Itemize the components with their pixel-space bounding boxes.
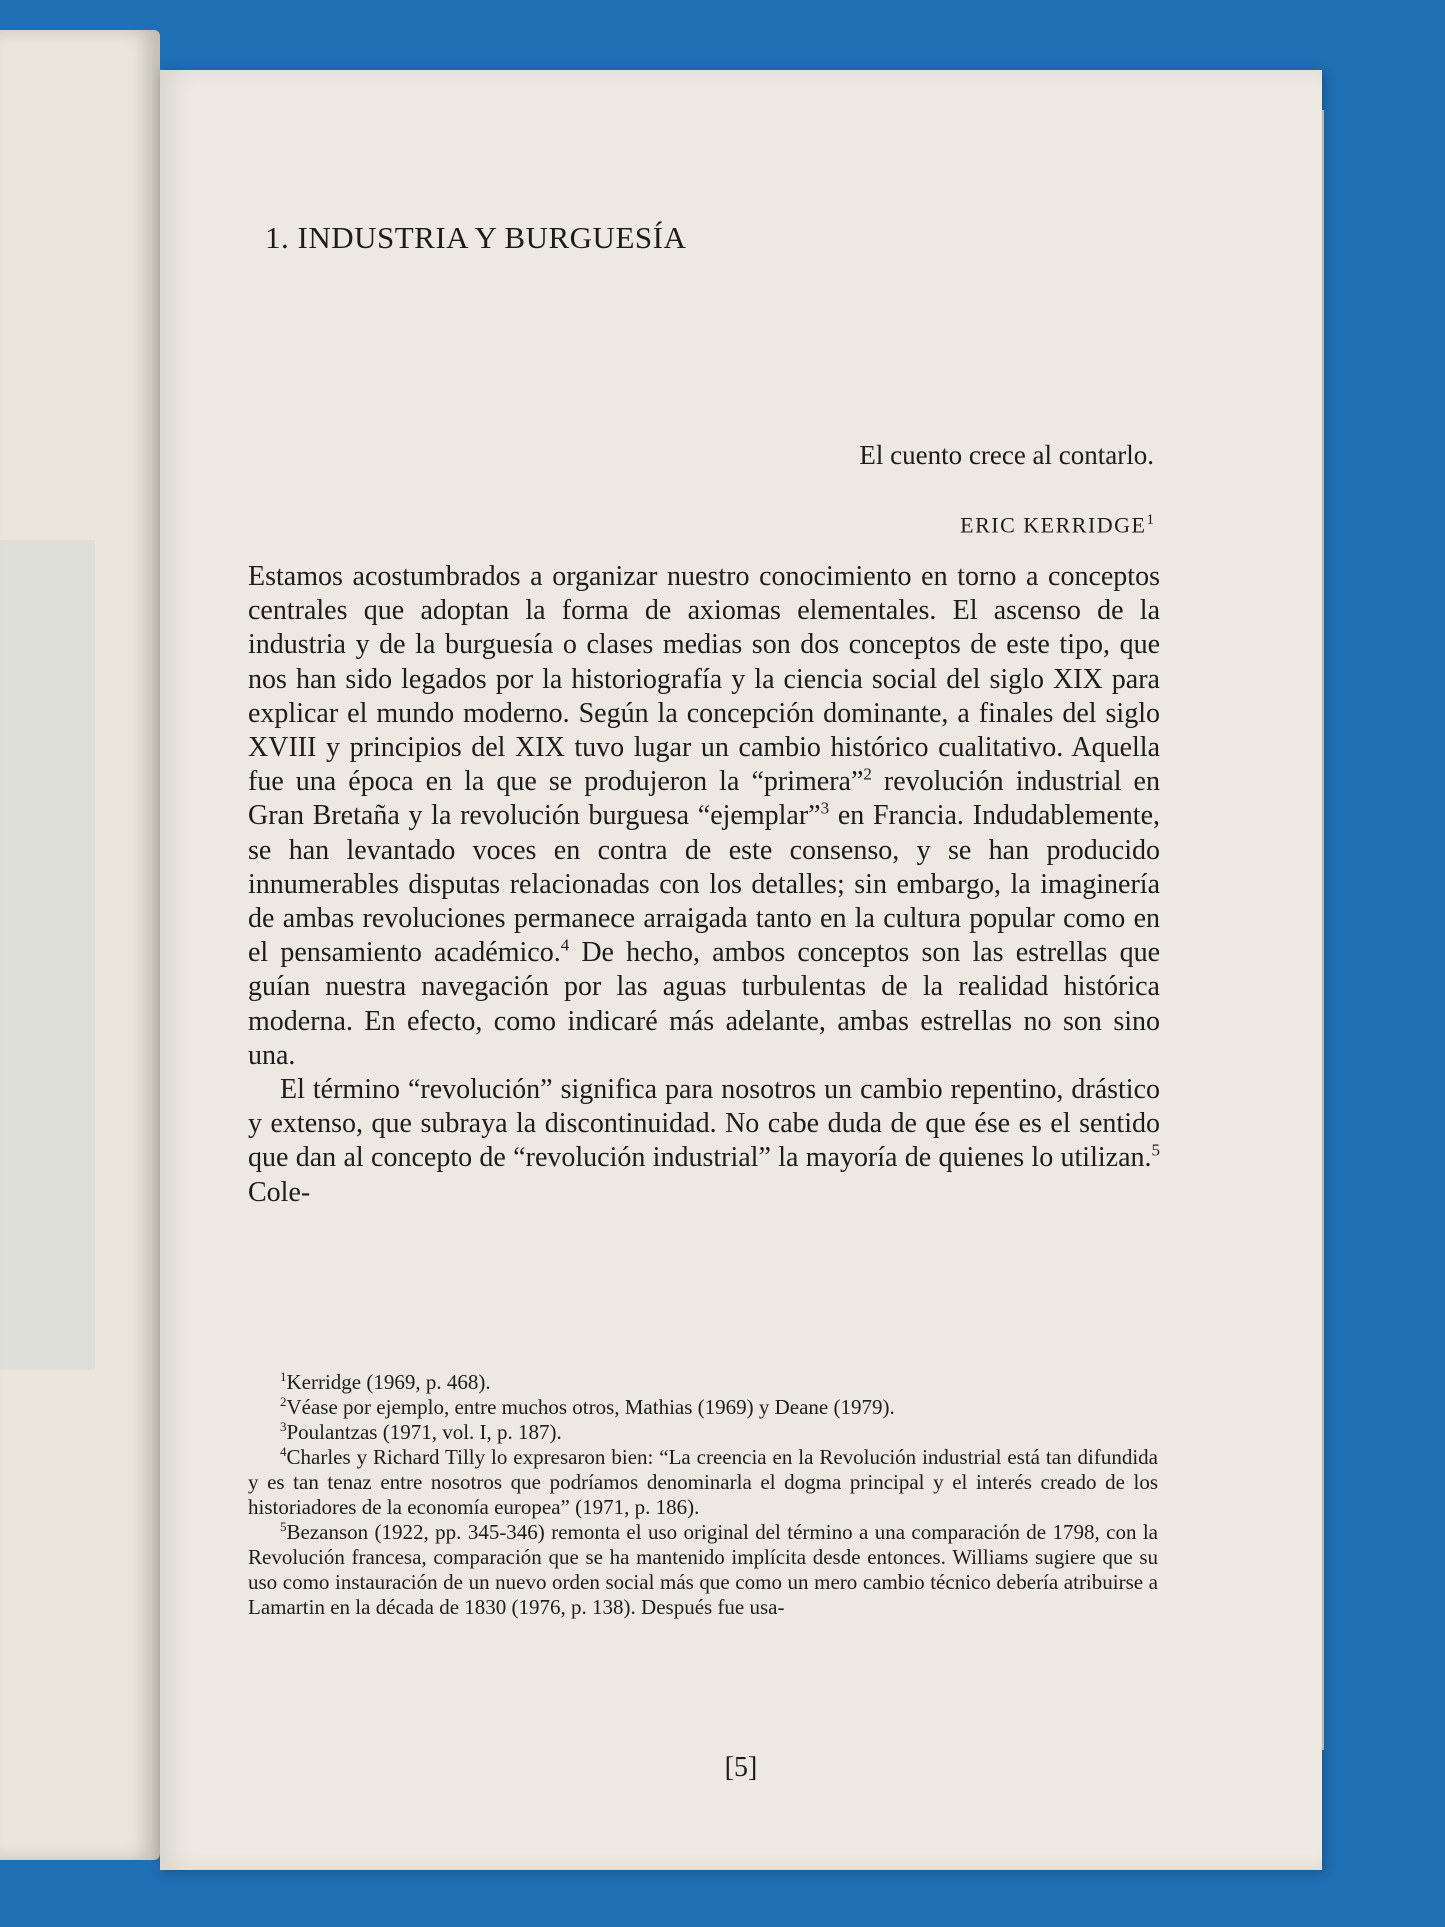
left-page [0, 30, 160, 1860]
footnote-ref: 5 [1151, 1141, 1160, 1161]
footnote-text: Véase por ejemplo, entre muchos otros, Mathias (1969) y Deane (1979). [286, 1395, 895, 1419]
epigraph-author-name: ERIC KERRIDGE [960, 512, 1147, 538]
text-run: Estamos acostumbrados a organizar nuestro conocimiento en torno a conceptos centrales que adoptan la forma de axiomas elementales. El ascenso de la industria y de la burguesía o clases medias son dos conceptos de este tipo, que nos han sido legados por la historiografía y la ciencia social del siglo XIX para explicar el mundo moderno. Según la concepción dominante, a finales del siglo XVIII y principios del XIX tuvo lugar un cambio histórico cualitativo. Aquella fue una época en la que se produjeron la “primera” [248, 561, 1160, 798]
footnote-text: Kerridge (1969, p. 468). [286, 1370, 491, 1394]
text-run: Cole- [248, 1176, 311, 1208]
body-text [248, 560, 1160, 1210]
footnote-number: 1 [280, 1369, 287, 1384]
text-run: en Francia. Indudablemente, se han levantado voces en contra de este consenso, y se han producido innumerables disputas relacionadas con los detalles; sin embargo, la imaginería de ambas revoluciones permanece arraigada tanto en la cultura popular como en el pensamiento académico. [248, 800, 1160, 969]
footnote-ref: 4 [560, 935, 570, 955]
footnote-number: 3 [280, 1419, 287, 1434]
chapter-title: 1. INDUSTRIA Y BURGUESÍA [265, 220, 687, 255]
epigraph-author [960, 512, 1154, 538]
footnote-text: Charles y Richard Tilly lo expresaron bien: “La creencia en la Revolución industrial está tan difundida y es tan tenaz entre nosotros que podríamos denominarla el dogma principal y el interés creado de los historiadores de la economía europea” (1971, p. 186). [248, 1445, 1158, 1519]
book-page [160, 70, 1322, 1870]
footnote-number: 5 [280, 1519, 287, 1534]
footnote [248, 1395, 1158, 1420]
text-run: De hecho, ambos conceptos son las estrellas que guían nuestra navegación por las aguas turbulentas de la realidad histórica moderna. En efecto, como indicaré más adelante, ambas estrellas no son sino una. [248, 937, 1161, 1071]
footnote-number: 2 [280, 1394, 287, 1409]
footnote [248, 1370, 1158, 1395]
footnote-ref: 3 [820, 799, 830, 819]
left-page-shading [0, 540, 95, 1370]
footnote [248, 1420, 1158, 1445]
footnote-number: 4 [280, 1444, 287, 1459]
text-run: revolución industrial en Gran Bretaña y la revolución burguesa “ejemplar” [248, 766, 1160, 832]
footnote-ref: 2 [863, 764, 872, 784]
epigraph-author-note: 1 [1146, 512, 1154, 528]
footnote [248, 1520, 1158, 1620]
epigraph-quote: El cuento crece al contarlo. [859, 440, 1154, 470]
page-number: [5] [724, 1752, 758, 1783]
footnote-text: Bezanson (1922, pp. 345-346) remonta el uso original del término a una comparación de 1798, con la Revolución francesa, comparación que se ha mantenido implícita desde entonces. Williams sugiere que su uso como instauración de un nuevo orden social más que como un mero cambio técnico debería atribuirse a Lamartin en la década de 1830 (1976, p. 138). Después fue usa- [248, 1520, 1158, 1619]
footnotes [248, 1370, 1158, 1620]
footnote-text: Poulantzas (1971, vol. I, p. 187). [286, 1420, 562, 1444]
text-run: El término “revolución” significa para nosotros un cambio repentino, drástico y extenso, que subraya la discontinuidad. No cabe duda de que ése es el sentido que dan al concepto de “revolución industrial” la mayoría de quienes lo utilizan. [248, 1074, 1160, 1174]
paragraph [248, 560, 1160, 1073]
footnote [248, 1445, 1158, 1520]
paragraph [248, 1073, 1160, 1210]
